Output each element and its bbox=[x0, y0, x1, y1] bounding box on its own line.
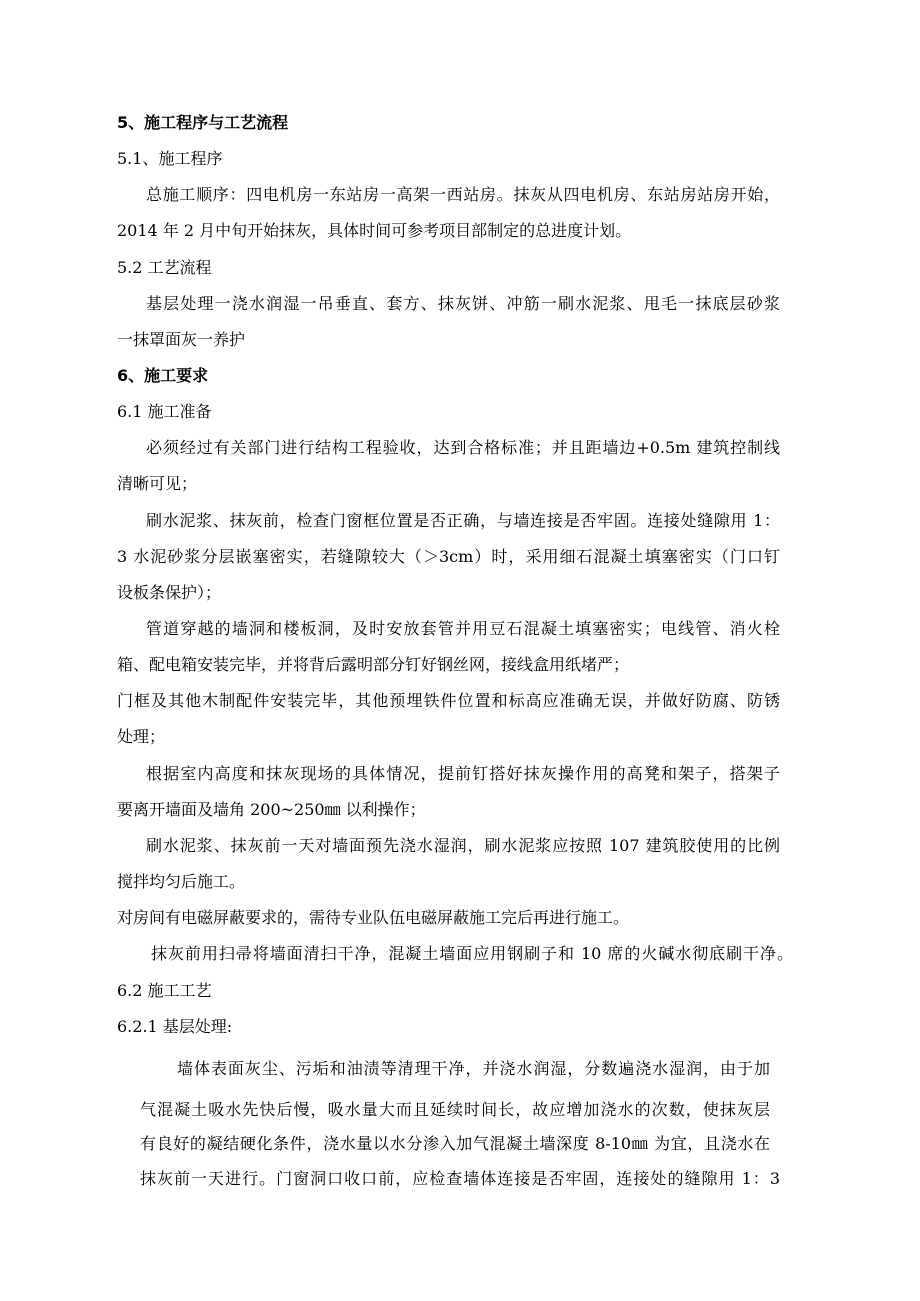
section-6-1-p3-line-1: 管道穿越的墙洞和楼板洞，及时安放套管并用豆石混凝土填塞密实；电线管、消火栓 bbox=[146, 619, 780, 638]
section-6-2-1-line-3: 有良好的凝结硬化条件，浇水量以水分渗入加气混凝土墙深度 8-10㎜ 为宜，且浇水在 bbox=[140, 1134, 770, 1153]
section-6-2-1-line-4: 抹灰前一天进行。门窗洞口收口前，应检查墙体连接是否牢固，连接处的缝隙用 1：3 bbox=[140, 1169, 780, 1188]
section-5-2-heading: 5.2 工艺流程 bbox=[117, 258, 212, 277]
section-5-heading: 5、施工程序与工艺流程 bbox=[117, 113, 289, 132]
section-6-1-p5-line-2: 要离开墙面及墙角 200~250㎜ 以利操作； bbox=[117, 800, 426, 819]
section-5-1-line-1: 总施工顺序：四电机房一东站房一高架一西站房。抹灰从四电机房、东站房站房开始， bbox=[146, 185, 780, 204]
section-6-1-p2-line-3: 设板条保护）； bbox=[117, 583, 222, 602]
section-5-2-line-1: 基层处理一浇水润湿一吊垂直、套方、抹灰饼、冲筋一刷水泥浆、甩毛一抹底层砂浆 bbox=[146, 294, 780, 313]
section-6-1-p2-line-1: 刷水泥浆、抹灰前，检查门窗框位置是否正确，与墙连接是否牢固。连接处缝隙用 1： bbox=[146, 511, 780, 530]
section-6-1-p6-line-2: 搅拌均匀后施工。 bbox=[117, 872, 246, 891]
section-6-1-p5-line-1: 根据室内高度和抹灰现场的具体情况，提前钉搭好抹灰操作用的高凳和架子，搭架子 bbox=[146, 764, 780, 783]
section-6-1-heading: 6.1 施工准备 bbox=[117, 402, 212, 421]
section-6-2-1-heading: 6.2.1 基层处理: bbox=[117, 1017, 233, 1036]
section-6-1-p1-line-1: 必须经过有关部门进行结构工程验收，达到合格标准；并且距墙边+0.5m 建筑控制线 bbox=[146, 438, 780, 457]
section-5-1-line-2: 2014 年 2 月中旬开始抹灰，具体时间可参考项目部制定的总进度计划。 bbox=[117, 221, 632, 240]
section-6-2-heading: 6.2 施工工艺 bbox=[117, 981, 212, 1000]
section-5-1-heading: 5.1、施工程序 bbox=[117, 149, 223, 168]
section-5-2-line-2: 一抹罩面灰一养护 bbox=[117, 330, 246, 349]
section-6-1-p7: 对房间有电磁屏蔽要求的，需待专业队伍电磁屏蔽施工完后再进行施工。 bbox=[117, 908, 630, 927]
section-6-2-1-line-1: 墙体表面灰尘、污垢和油渍等清理干净，并浇水润湿，分数遍浇水湿润，由于加 bbox=[177, 1059, 770, 1078]
section-6-1-p4-line-1: 门框及其他木制配件安装完毕，其他预埋铁件位置和标高应准确无误，并做好防腐、防锈 bbox=[117, 691, 780, 710]
section-6-1-p6-line-1: 刷水泥浆、抹灰前一天对墙面预先浇水湿润，刷水泥浆应按照 107 建筑胶使用的比例 bbox=[146, 836, 780, 855]
section-6-1-p1-line-2: 清晰可见； bbox=[117, 474, 198, 493]
section-6-1-p3-line-2: 箱、配电箱安装完毕，并将背后露明部分钉好钢丝网，接线盒用纸堵严； bbox=[117, 655, 630, 674]
section-6-1-p4-line-2: 处理； bbox=[117, 727, 166, 746]
section-6-2-1-line-2: 气混凝土吸水先快后慢，吸水量大而且延续时间长，故应增加浇水的次数，使抹灰层 bbox=[140, 1100, 770, 1119]
section-6-heading: 6、施工要求 bbox=[117, 366, 209, 385]
section-6-1-p2-line-2: 3 水泥砂浆分层嵌塞密实，若缝隙较大（＞3cm）时，采用细石混凝土填塞密实（门口钉 bbox=[117, 547, 780, 566]
section-6-1-p8: 抹灰前用扫帚将墙面清扫干净，混凝土墙面应用钢刷子和 10 席的火碱水彻底刷干净。 bbox=[151, 944, 793, 963]
